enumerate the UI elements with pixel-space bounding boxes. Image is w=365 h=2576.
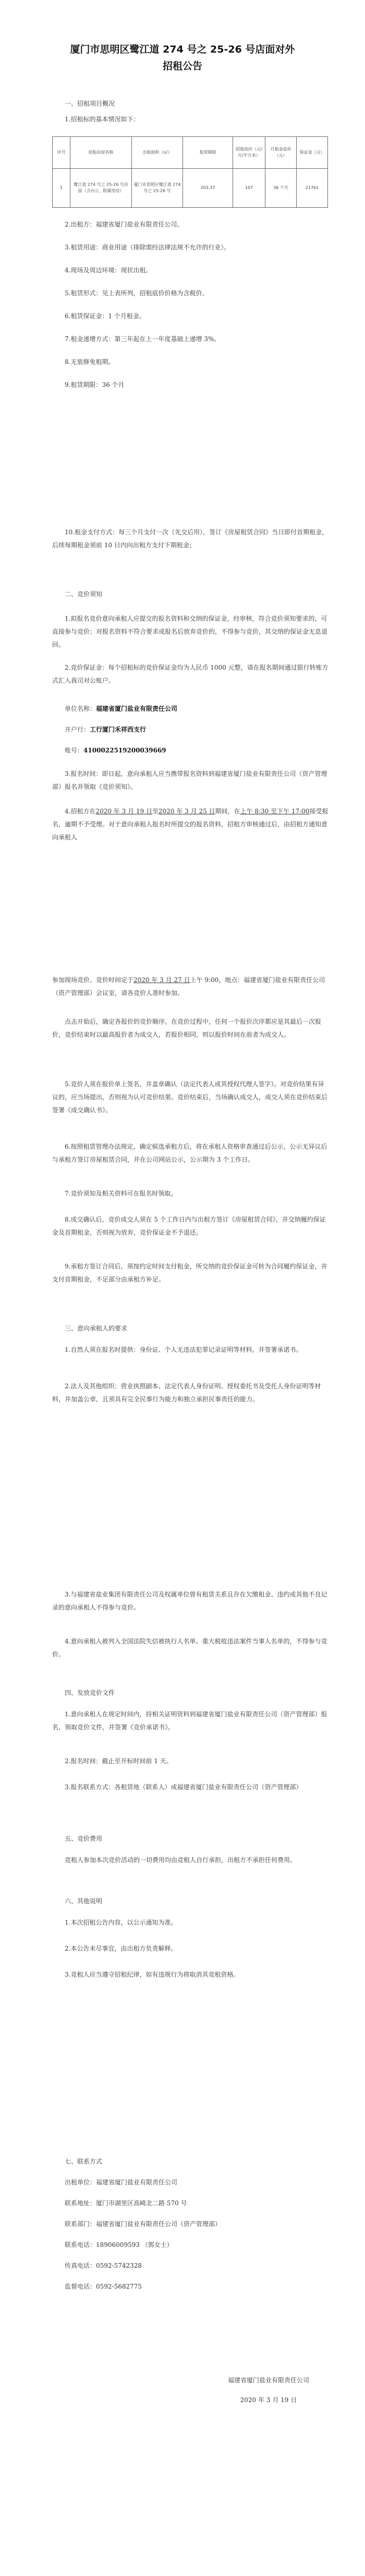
bank-value: 工行厦门禾祥西支行 bbox=[90, 726, 147, 733]
section3-p4: 4.意向承租人被列入全国法院失信被执行人名单、重大税收违法案件当事人名单的，不得参与竞价。 bbox=[52, 1638, 327, 1658]
section2-p1: 1.拟报名竞价意向承租人应提交的报名资料和交纳的保证金，经审核，符合竞价须知要求的，可直接参与竞价；对报名资料不符合要求或报名后放弃竞价的，不得参与竞价，其交纳的保证金无息退回。 bbox=[52, 615, 328, 648]
contact-phone: 联系电话：18906009593 （郭女士） bbox=[65, 2241, 173, 2248]
section2-p7: 6.按照租赁管理办法规定，确定候选承租方后，将在承租人资格审查通过后公示，公示无异议后与承租方签订房屋租赁合同，并在公司网站公示，公示期为 3 个工作日。 bbox=[52, 1143, 327, 1163]
section4-p3: 3.报名联系方式：各租赁地（联系人）或福建省厦门盐业有限责任公司（资产管理部） bbox=[65, 1783, 302, 1791]
section1-item3: 3.租赁用途：商业用途（排除需经法律法规不允许的行业）。 bbox=[65, 244, 230, 251]
section4-p2: 2.报名时间：截止至开标时间前 1 天。 bbox=[65, 1757, 173, 1765]
section1-item5: 5.租赁形式：见上表所列，招租底价价格为含税价。 bbox=[65, 290, 209, 297]
table-header-cell: 出租面积（㎡） bbox=[132, 137, 183, 169]
table-cell: 鹭江道 274 号之 25-26 号店面（含办公、附属用房） bbox=[70, 169, 132, 208]
section2-p6: 5.竞价人须在报价单上签名，并盖章确认（法定代表人或其授权代理人签字）。对竞价结果有异议的，应当场提出，否则视为认可竞价结果。竞价结束后，当场确认成交人，成交人须在竞价结束后签署《成交确认书》。 bbox=[52, 1080, 328, 1114]
section2-p4 bbox=[52, 805, 328, 844]
announcement-title-line2: 招租公告 bbox=[162, 60, 202, 72]
section2-p5: 点击开始后，确定各报价的竞价顺序。在竞价过程中，任何一个报价次序都应是其最后一次报价，竞价结束时以最高报价者为成交人，若报价相同，则以报价时间在前者为成交人。 bbox=[52, 1018, 322, 1038]
p4-time-range: 上午 8:30 至下午 17:00 bbox=[240, 808, 310, 815]
table-header-cell: 序号 bbox=[53, 137, 70, 169]
section1-item6: 6.租赁保证金：1 个月租金。 bbox=[65, 312, 145, 320]
table-header-cell: 招租底价（元/月/平方米） bbox=[233, 137, 265, 169]
section1-item9: 9.租赁期限：36 个月 bbox=[65, 381, 125, 388]
section1-item7: 7.租金递增方式：第三年起在上一年度基础上递增 3%。 bbox=[65, 335, 221, 343]
contact-company: 出租单位：福建省厦门盐业有限责任公司 bbox=[65, 2179, 178, 2186]
account-no-value: 4100022519200039669 bbox=[83, 747, 166, 754]
section6-p3: 3.竞租人应当遵守招租纪律，如有违规行为将取消其竞租资格。 bbox=[65, 1971, 240, 1978]
announcement-title-line1: 厦门市思明区鹭江道 274 号之 25-26 号店面对外 bbox=[70, 44, 295, 55]
table-cell: 203.37 bbox=[183, 169, 233, 208]
account-name-value: 福建省厦门盐业有限责任公司 bbox=[96, 705, 178, 712]
table-header-cell: 招租房屋名称 bbox=[70, 137, 132, 169]
bank-label: 开户行： bbox=[65, 726, 90, 733]
section6-p2: 2.本公告未尽事宜，由出租方负责解释。 bbox=[65, 1945, 177, 1952]
table-cell: 21761 bbox=[297, 169, 328, 208]
p4-text-b: 至 bbox=[152, 808, 159, 815]
table-header-row bbox=[53, 137, 328, 169]
section1-item10: 10.租金支付方式：每三个月支付一次（先交后用），签订《房屋租赁合同》当日即付首期租金，后续每期租金须前 10 日内向出租方支付下期租金； bbox=[52, 529, 328, 549]
section7-heading: 七、联系方式 bbox=[65, 2158, 103, 2165]
contact-fax: 传真电话：0592-5742328 bbox=[65, 2262, 142, 2269]
section1-item8: 8.无装修免租期。 bbox=[65, 358, 115, 366]
section2-p2: 2.竞价保证金：每个招租标的竞价保证金均为人民币 1000 元整，请在报名期间通过银行转账方式汇入我司对公账户。 bbox=[52, 664, 328, 684]
p4-date-start: 2020 年 3 月 19 日 bbox=[95, 808, 152, 815]
section3-p1: 1.自然人须在报名时提供：身份证、个人无违法犯罪记录证明等材料，并签署承诺书。 bbox=[65, 1346, 302, 1353]
section1-item2: 2.出租方：福建省厦门盐业有限责任公司。 bbox=[65, 221, 184, 228]
account-name-line bbox=[52, 703, 328, 714]
section5-p1: 竞租人参加本次竞价活动的一切费用均由竞租人自行承担，出租方不承担任何费用。 bbox=[65, 1856, 297, 1864]
bank-line bbox=[52, 724, 328, 735]
contact-department: 联系部门：福建省厦门盐业有限责任公司（资产管理部） bbox=[65, 2220, 222, 2228]
p4-date-end: 2020 年 3 月 25 日 bbox=[159, 808, 215, 815]
table-header-cell: 月租金底价（元） bbox=[265, 137, 297, 169]
table-cell: 107 bbox=[233, 169, 265, 208]
table-cell: 1 bbox=[53, 169, 70, 208]
section3-heading: 三、意向承租人的要求 bbox=[65, 1325, 128, 1332]
section3-p2: 2.法人及其他组织：营业执照副本、法定代表人身份证明、授权委托书及受托人身份证明等材料，并加盖公章，且须具有完全民事行为能力和独立承担民事责任的能力。 bbox=[52, 1383, 321, 1403]
section4-heading: 四、发放竞价文件 bbox=[65, 1689, 115, 1697]
table-row bbox=[53, 169, 328, 208]
section6-p1: 1.本次招租公告内容，以公示通知为准。 bbox=[65, 1919, 177, 1926]
p4-text-d: 接受报名，逾期不予受理。对于意向承租人报名时所提交的报名资料，招租方审核通过后，由招租方通知意向承租人 bbox=[52, 808, 328, 841]
section1-item1: 1.招租标的基本情况如下： bbox=[65, 116, 140, 123]
table-cell: 36 个月 bbox=[265, 169, 297, 208]
p4-text-a: 4.招租方在 bbox=[65, 808, 96, 815]
p4-text-f: 上午 9:00，地点：福建省厦门盐业有限责任公司（资产管理部）会议室，请各竞价人准时参加。 bbox=[52, 976, 325, 997]
section2-p10: 9.承租方签订合同后，须按约定时间支付租金，所交纳的竞价保证金可转为合同履约保证金，并支付首期租金，不足部分由承租方补足。 bbox=[52, 1263, 327, 1283]
p4-text-c: 期间，在 bbox=[215, 808, 240, 815]
table-header-cell: 租赁期限 bbox=[183, 137, 233, 169]
p4-text-e: 参加现场竞价。竞价时间定于 bbox=[52, 976, 134, 984]
section1-heading: 一、招租项目概况 bbox=[65, 100, 115, 107]
section2-heading: 二、竞价须知 bbox=[65, 590, 103, 598]
section2-p4-cont bbox=[52, 974, 328, 1000]
signature-company: 福建省厦门盐业有限责任公司 bbox=[227, 2377, 309, 2384]
section3-p3: 3.与福建省盐业集团有限责任公司及权属单位曾有租赁关系且存在欠缴租金、违约或其他不良记录的意向承租人不得参与竞价。 bbox=[52, 1591, 327, 1611]
contact-address: 联系地址：厦门市湖里区高崎北二路 570 号 bbox=[65, 2200, 187, 2207]
lease-info-table bbox=[52, 136, 328, 208]
section6-heading: 六、其他说明 bbox=[65, 1898, 103, 1905]
account-name-label: 单位名称： bbox=[65, 705, 96, 712]
account-no-label: 账号： bbox=[65, 747, 84, 754]
section2-p3: 3.报名时间：即日起，意向承租人应当携带报名资料到福建省厦门盐业有限责任公司（资产管理部）报名并领取《竞价须知》。 bbox=[52, 770, 327, 790]
section2-p8: 7.竞价须知及相关资料可在报名时领取。 bbox=[65, 1190, 177, 1197]
contact-supervision-phone: 监督电话：0592-5682775 bbox=[65, 2283, 142, 2290]
section4-p1: 1.意向承租人在规定时间内，持相关证明资料到福建省厦门盐业有限责任公司（资产管理部）报名，领取竞价文件，并签署《竞价承诺书》。 bbox=[52, 1711, 327, 1731]
p4-date-auction: 2020 年 3 月 27 日 bbox=[133, 976, 190, 984]
table-cell: 厦门市思明区鹭江道 274 号之 25-26 号 bbox=[132, 169, 183, 208]
signature-date: 2020 年 3 月 19 日 bbox=[240, 2396, 297, 2404]
account-no-line bbox=[52, 745, 328, 756]
section2-p9: 8.成交确认后，竞价成交人须在 5 个工作日内与出租方签订《房屋租赁合同》，并交纳履约保证金及首期租金，否则视为放弃，竞价保证金不予退还。 bbox=[52, 1216, 326, 1236]
table-header-cell: 保证金（元） bbox=[297, 137, 328, 169]
section1-item4: 4.现场及周边环境：现状出租。 bbox=[65, 267, 152, 274]
section5-heading: 五、竞价费用 bbox=[65, 1835, 103, 1842]
